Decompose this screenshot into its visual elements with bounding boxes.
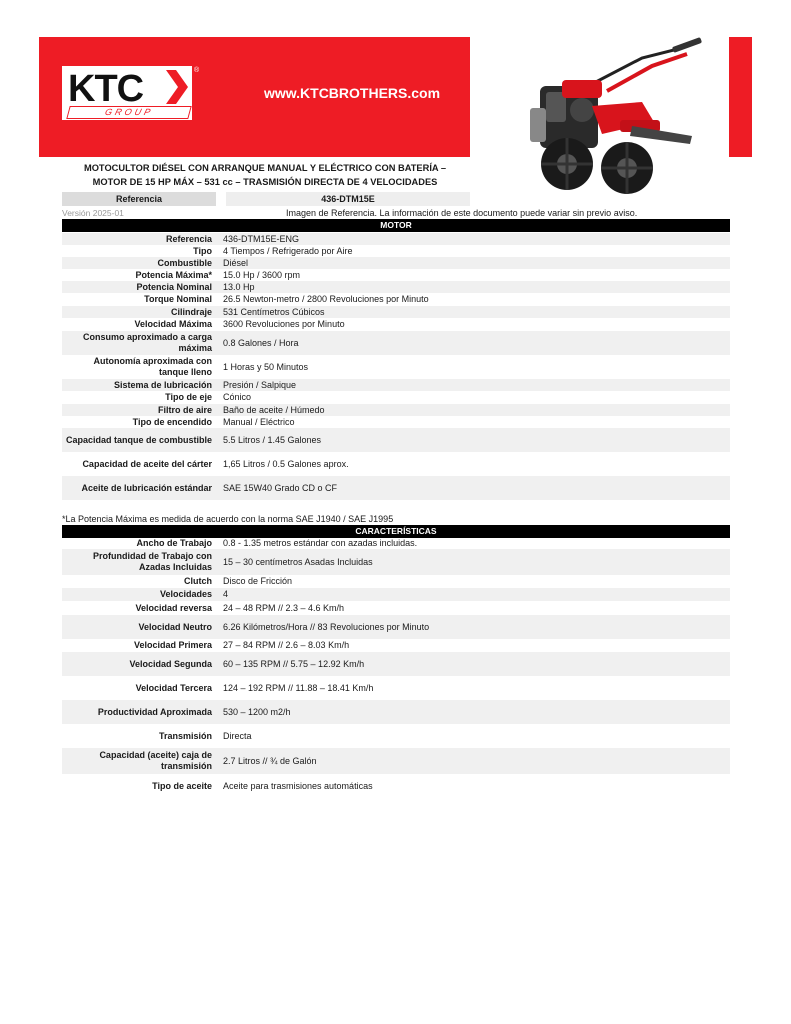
version-text: Versión 2025-01: [62, 208, 124, 218]
row-value: 2.7 Litros // ¾ de Galón: [223, 755, 317, 766]
row-value: Diésel: [223, 257, 249, 268]
table-row: [62, 476, 730, 500]
row-value: 13.0 Hp: [223, 281, 255, 292]
table-row: [62, 700, 730, 724]
row-label: Transmisión: [158, 730, 212, 741]
row-label: Capacidad tanque de combustible: [65, 434, 212, 445]
row-label: Capacidad de aceite del cárter: [82, 458, 212, 469]
row-label: Velocidad Tercera: [135, 682, 212, 693]
table-row: [62, 575, 730, 588]
table-row: [62, 281, 730, 293]
table-row: [62, 331, 730, 355]
table-row: [62, 549, 730, 575]
table-row: [62, 428, 730, 452]
row-label: Ancho de Trabajo: [136, 538, 212, 548]
row-value: 5.5 Litros / 1.45 Galones: [223, 434, 322, 445]
row-label: Velocidad Neutro: [138, 621, 212, 632]
row-value: 15.0 Hp / 3600 rpm: [223, 269, 301, 280]
row-value: 1,65 Litros / 0.5 Galones aprox.: [223, 458, 349, 469]
row-value: 530 – 1200 m2/h: [223, 706, 291, 717]
table-row: [62, 452, 730, 476]
row-value: 4: [223, 589, 229, 599]
table-row: [62, 318, 730, 331]
row-value: 15 – 30 centímetros Asadas Incluidas: [223, 556, 373, 567]
footnote: *La Potencia Máxima es medida de acuerdo con la norma SAE J1940 / SAE J1995: [62, 514, 394, 524]
row-label: Tipo de eje: [165, 392, 212, 402]
row-value: 4 Tiempos / Refrigerado por Aire: [223, 245, 353, 256]
row-value: 124 – 192 RPM // 11.88 – 18.41 Km/h: [223, 682, 374, 693]
product-title: [62, 161, 468, 189]
row-label: Velocidad reversa: [135, 602, 212, 613]
row-label: Referencia: [165, 233, 212, 244]
table-row: [62, 538, 730, 549]
row-label: Velocidad Máxima: [134, 319, 212, 329]
website-link[interactable]: www.KTCBROTHERS.com: [264, 85, 441, 101]
row-value: 3600 Revoluciones por Minuto: [223, 319, 345, 329]
row-value: 24 – 48 RPM // 2.3 – 4.6 Km/h: [223, 602, 345, 613]
row-value: Manual / Eléctrico: [223, 416, 295, 427]
motor-table: [62, 233, 730, 500]
table-row: [62, 774, 730, 798]
row-label: Potencia Nominal: [136, 281, 212, 292]
row-label: Consumo aproximado a carga máxima: [82, 332, 212, 353]
reference-value: 436-DTM15E: [226, 192, 470, 206]
row-label: Autonomía aproximada con tanque lleno: [93, 356, 212, 377]
table-row: [62, 724, 730, 748]
ktc-logo: [62, 66, 192, 120]
row-value: Baño de aceite / Húmedo: [223, 404, 325, 415]
motor-section-header: MOTOR: [62, 219, 730, 232]
table-row: [62, 306, 730, 318]
row-value: 26.5 Newton-metro / 2800 Revoluciones por Minuto: [223, 294, 429, 304]
row-label: Tipo de encendido: [132, 416, 212, 427]
table-row: [62, 355, 730, 379]
table-row: [62, 379, 730, 391]
row-label: Filtro de aire: [157, 404, 212, 415]
row-label: Tipo de aceite: [152, 780, 212, 791]
row-value: 436-DTM15E-ENG: [223, 233, 300, 244]
table-row: [62, 416, 730, 428]
row-label: Productividad Aproximada: [97, 706, 212, 717]
product-title-line2: MOTOR DE 15 HP MÁX – 531 cc – TRASMISIÓN DIRECTA DE 4 VELOCIDADES: [92, 177, 438, 187]
table-row: [62, 245, 730, 257]
row-label: Combustible: [157, 257, 212, 268]
row-label: Torque Nominal: [144, 294, 212, 304]
row-label: Velocidad Primera: [133, 640, 212, 650]
table-row: [62, 293, 730, 306]
row-label: Cilindraje: [170, 306, 212, 317]
row-label: Sistema de lubricación: [113, 379, 212, 390]
row-value: Disco de Fricción: [223, 576, 293, 586]
logo-text: KTC: [68, 68, 144, 110]
caracteristicas-section-header: CARACTERÍSTICAS: [62, 525, 730, 538]
row-value: 27 – 84 RPM // 2.6 – 8.03 Km/h: [223, 640, 350, 650]
caracteristicas-table: [62, 538, 730, 798]
chevron-right-icon: [166, 70, 188, 104]
table-row: [62, 269, 730, 281]
registered-mark: ®: [194, 67, 200, 74]
row-value: SAE 15W40 Grado CD o CF: [223, 482, 338, 493]
row-label: Profundidad de Trabajo con Azadas Incluidas: [92, 551, 212, 572]
header-banner: [39, 37, 470, 157]
logo-group-text: GROUP: [66, 106, 191, 119]
table-row: [62, 588, 730, 601]
row-value: 6.26 Kilómetros/Hora // 83 Revoluciones por Minuto: [223, 621, 430, 632]
table-row: [62, 615, 730, 639]
table-row: [62, 391, 730, 404]
tiller-product-image: [522, 36, 704, 200]
table-row: [62, 652, 730, 676]
table-row: [62, 676, 730, 700]
row-value: 60 – 135 RPM // 5.75 – 12.92 Km/h: [223, 658, 365, 669]
row-value: 531 Centímetros Cúbicos: [223, 306, 325, 317]
table-row: [62, 639, 730, 652]
row-label: Clutch: [184, 576, 212, 586]
row-value: 1 Horas y 50 Minutos: [223, 361, 309, 372]
row-value: Presión / Salpique: [223, 379, 297, 390]
row-label: Aceite de lubricación estándar: [81, 482, 212, 493]
side-red-bar: [729, 37, 752, 157]
reference-label: Referencia: [62, 192, 216, 206]
row-label: Velocidad Segunda: [129, 658, 212, 669]
row-value: Cónico: [223, 392, 252, 402]
table-row: [62, 404, 730, 416]
row-label: Velocidades: [159, 589, 212, 599]
disclaimer-text: Imagen de Referencia. La información de este documento puede variar sin previo aviso.: [286, 208, 638, 218]
row-label: Tipo: [193, 245, 212, 256]
row-value: 0.8 Galones / Hora: [223, 337, 299, 348]
row-value: Directa: [223, 730, 252, 741]
product-title-line1: MOTOCULTOR DIÉSEL CON ARRANQUE MANUAL Y ELÉCTRICO CON BATERÍA –: [83, 163, 447, 173]
table-row: [62, 257, 730, 269]
row-value: Aceite para trasmisiones automáticas: [223, 780, 373, 791]
row-label: Capacidad (aceite) caja de transmisión: [99, 750, 212, 771]
table-row: [62, 601, 730, 615]
table-row: [62, 748, 730, 774]
row-label: Potencia Máxima*: [135, 269, 212, 280]
table-row: [62, 233, 730, 245]
row-value: 0.8 - 1.35 metros estándar con azadas incluidas.: [223, 538, 418, 548]
